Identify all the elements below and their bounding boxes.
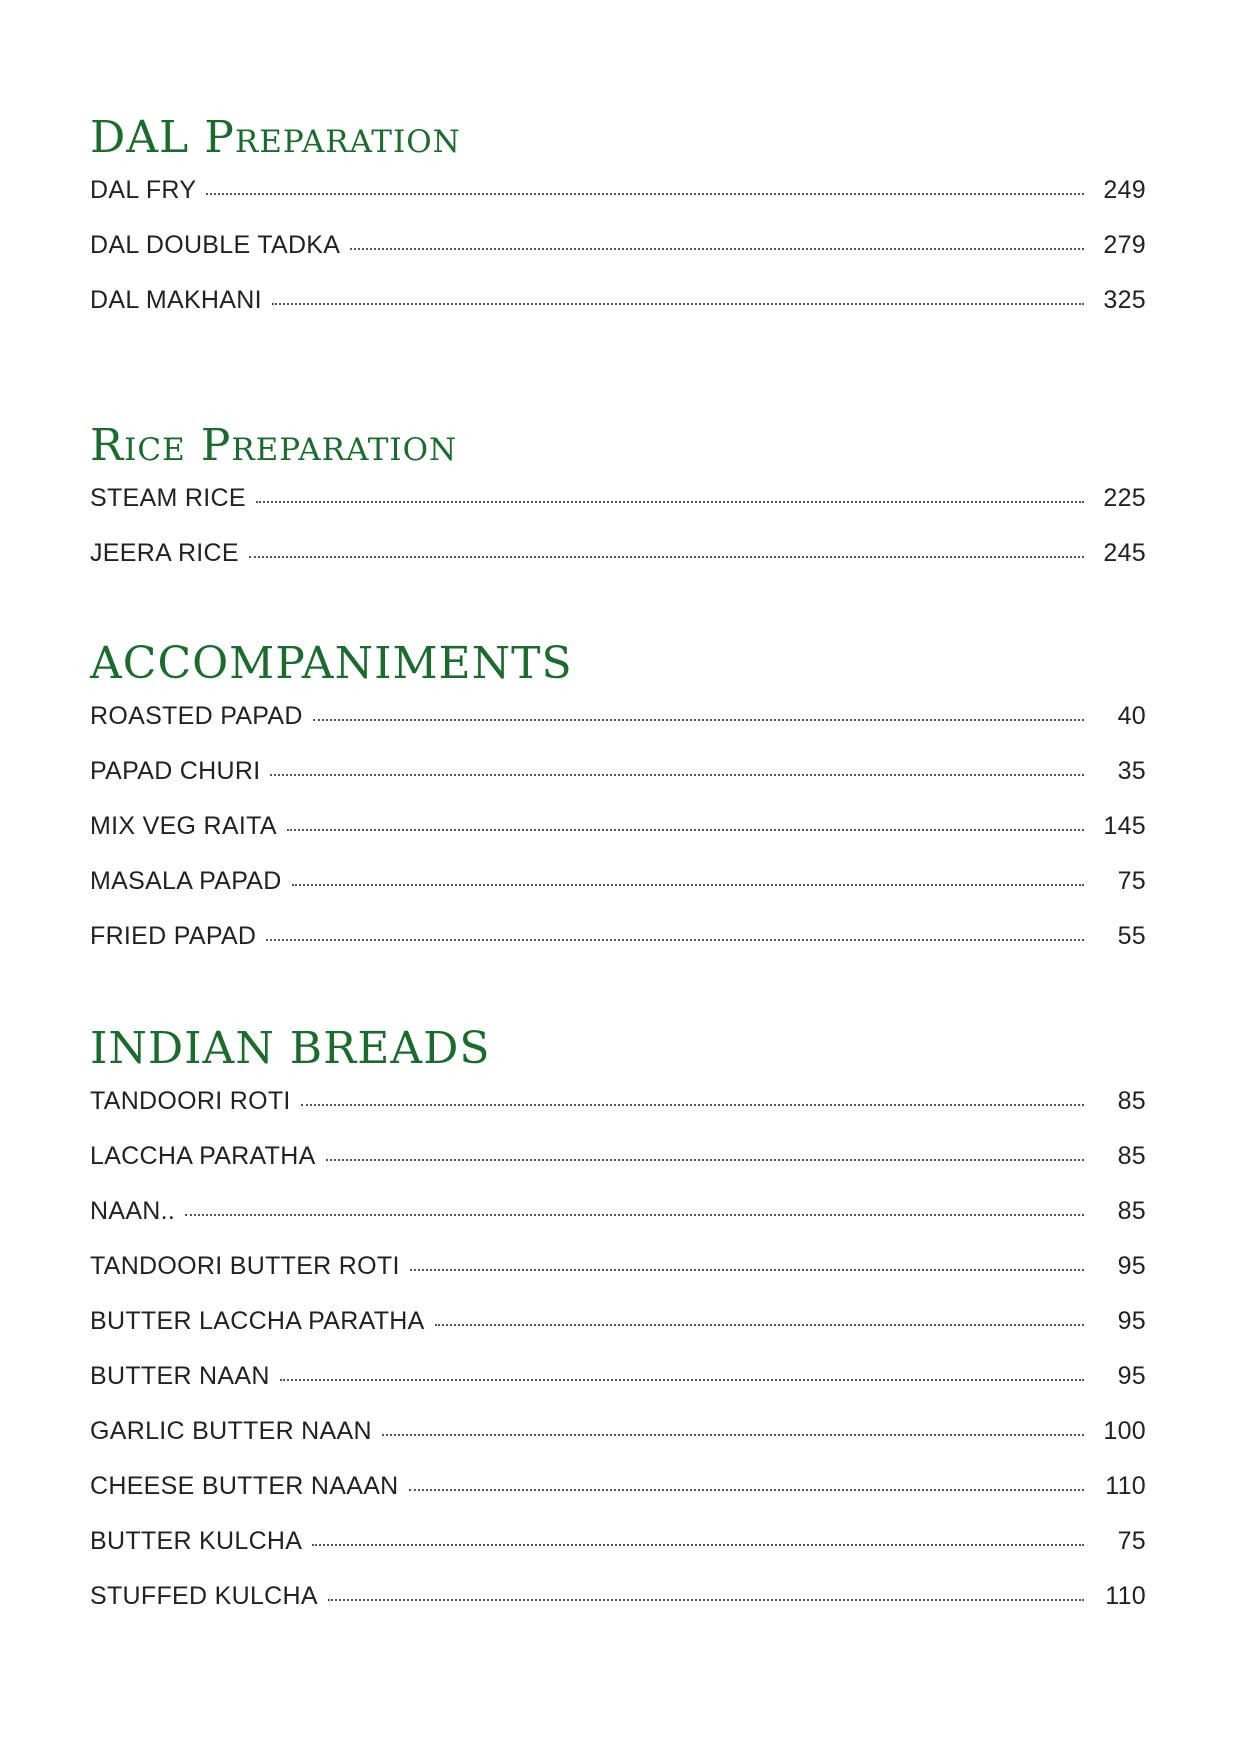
- dot-leader: [292, 884, 1084, 886]
- menu-item: [90, 176, 1146, 231]
- item-list: [90, 176, 1146, 341]
- section-rice-preparation: [90, 418, 1146, 594]
- dot-leader: [287, 829, 1084, 831]
- dot-leader: [435, 1324, 1084, 1326]
- item-name: FRIED PAPAD: [90, 922, 257, 950]
- item-price: 85: [1117, 1197, 1146, 1225]
- item-price: 40: [1117, 702, 1146, 730]
- item-name: BUTTER LACCHA PARATHA: [90, 1307, 425, 1335]
- item-name: NAAN..: [90, 1197, 176, 1225]
- section-title: DAL Preparation: [90, 112, 461, 163]
- item-price: 75: [1117, 867, 1146, 895]
- section-dal-preparation: [90, 110, 1146, 341]
- item-name: TANDOORI ROTI: [90, 1087, 291, 1115]
- menu-item: [90, 1252, 1146, 1307]
- item-name: MASALA PAPAD: [90, 867, 282, 895]
- menu-item: [90, 539, 1146, 594]
- item-name: DAL FRY: [90, 176, 197, 204]
- item-price: 245: [1103, 539, 1146, 567]
- item-name: PAPAD CHURI: [90, 757, 261, 785]
- item-name: CHEESE BUTTER NAAAN: [90, 1472, 399, 1500]
- menu-item: [90, 757, 1146, 812]
- dot-leader: [249, 556, 1084, 558]
- menu-item: [90, 922, 1146, 977]
- dot-leader: [185, 1214, 1084, 1216]
- section-indian-breads: [90, 1021, 1146, 1637]
- item-price: 279: [1103, 231, 1146, 259]
- section-title: Rice Preparation: [90, 420, 458, 471]
- item-price: 100: [1103, 1417, 1146, 1445]
- menu-item: [90, 1307, 1146, 1362]
- item-list: [90, 702, 1146, 977]
- dot-leader: [382, 1434, 1084, 1436]
- menu-item: [90, 286, 1146, 341]
- item-name: STEAM RICE: [90, 484, 246, 512]
- item-price: 95: [1117, 1362, 1146, 1390]
- section-accompaniments: [90, 636, 1146, 977]
- item-name: TANDOORI BUTTER ROTI: [90, 1252, 400, 1280]
- item-name: MIX VEG RAITA: [90, 812, 277, 840]
- item-name: LACCHA PARATHA: [90, 1142, 316, 1170]
- menu-item: [90, 1142, 1146, 1197]
- dot-leader: [410, 1269, 1084, 1271]
- item-name: BUTTER NAAN: [90, 1362, 270, 1390]
- item-price: 249: [1103, 176, 1146, 204]
- dot-leader: [312, 1544, 1084, 1546]
- menu-item: [90, 1582, 1146, 1637]
- dot-leader: [206, 193, 1084, 195]
- item-name: DAL MAKHANI: [90, 286, 262, 314]
- dot-leader: [326, 1159, 1084, 1161]
- menu-item: [90, 1087, 1146, 1142]
- dot-leader: [272, 303, 1084, 305]
- item-list: [90, 1087, 1146, 1637]
- dot-leader: [280, 1379, 1084, 1381]
- menu-item: [90, 1527, 1146, 1582]
- item-price: 225: [1103, 484, 1146, 512]
- item-price: 325: [1103, 286, 1146, 314]
- menu-item: [90, 867, 1146, 922]
- dot-leader: [328, 1599, 1084, 1601]
- dot-leader: [350, 248, 1084, 250]
- menu-item: [90, 231, 1146, 286]
- item-name: BUTTER KULCHA: [90, 1527, 303, 1555]
- menu-item: [90, 812, 1146, 867]
- dot-leader: [409, 1489, 1084, 1491]
- menu-item: [90, 1197, 1146, 1252]
- section-title: INDIAN BREADS: [90, 1023, 491, 1074]
- menu-item: [90, 1417, 1146, 1472]
- dot-leader: [270, 774, 1084, 776]
- item-name: DAL DOUBLE TADKA: [90, 231, 341, 259]
- item-price: 95: [1117, 1307, 1146, 1335]
- dot-leader: [301, 1104, 1084, 1106]
- menu-item: [90, 1362, 1146, 1417]
- item-price: 145: [1103, 812, 1146, 840]
- menu-item: [90, 1472, 1146, 1527]
- item-price: 55: [1117, 922, 1146, 950]
- dot-leader: [313, 719, 1084, 721]
- item-price: 95: [1117, 1252, 1146, 1280]
- item-price: 110: [1105, 1472, 1146, 1500]
- item-name: GARLIC BUTTER NAAN: [90, 1417, 372, 1445]
- item-name: ROASTED PAPAD: [90, 702, 303, 730]
- menu-item: [90, 484, 1146, 539]
- item-name: STUFFED KULCHA: [90, 1582, 318, 1610]
- dot-leader: [256, 501, 1084, 503]
- item-price: 35: [1117, 757, 1146, 785]
- item-price: 85: [1117, 1087, 1146, 1115]
- dot-leader: [266, 939, 1084, 941]
- item-price: 85: [1117, 1142, 1146, 1170]
- section-title: ACCOMPANIMENTS: [90, 638, 573, 689]
- item-list: [90, 484, 1146, 594]
- item-price: 75: [1117, 1527, 1146, 1555]
- item-price: 110: [1105, 1582, 1146, 1610]
- menu-item: [90, 702, 1146, 757]
- item-name: JEERA RICE: [90, 539, 239, 567]
